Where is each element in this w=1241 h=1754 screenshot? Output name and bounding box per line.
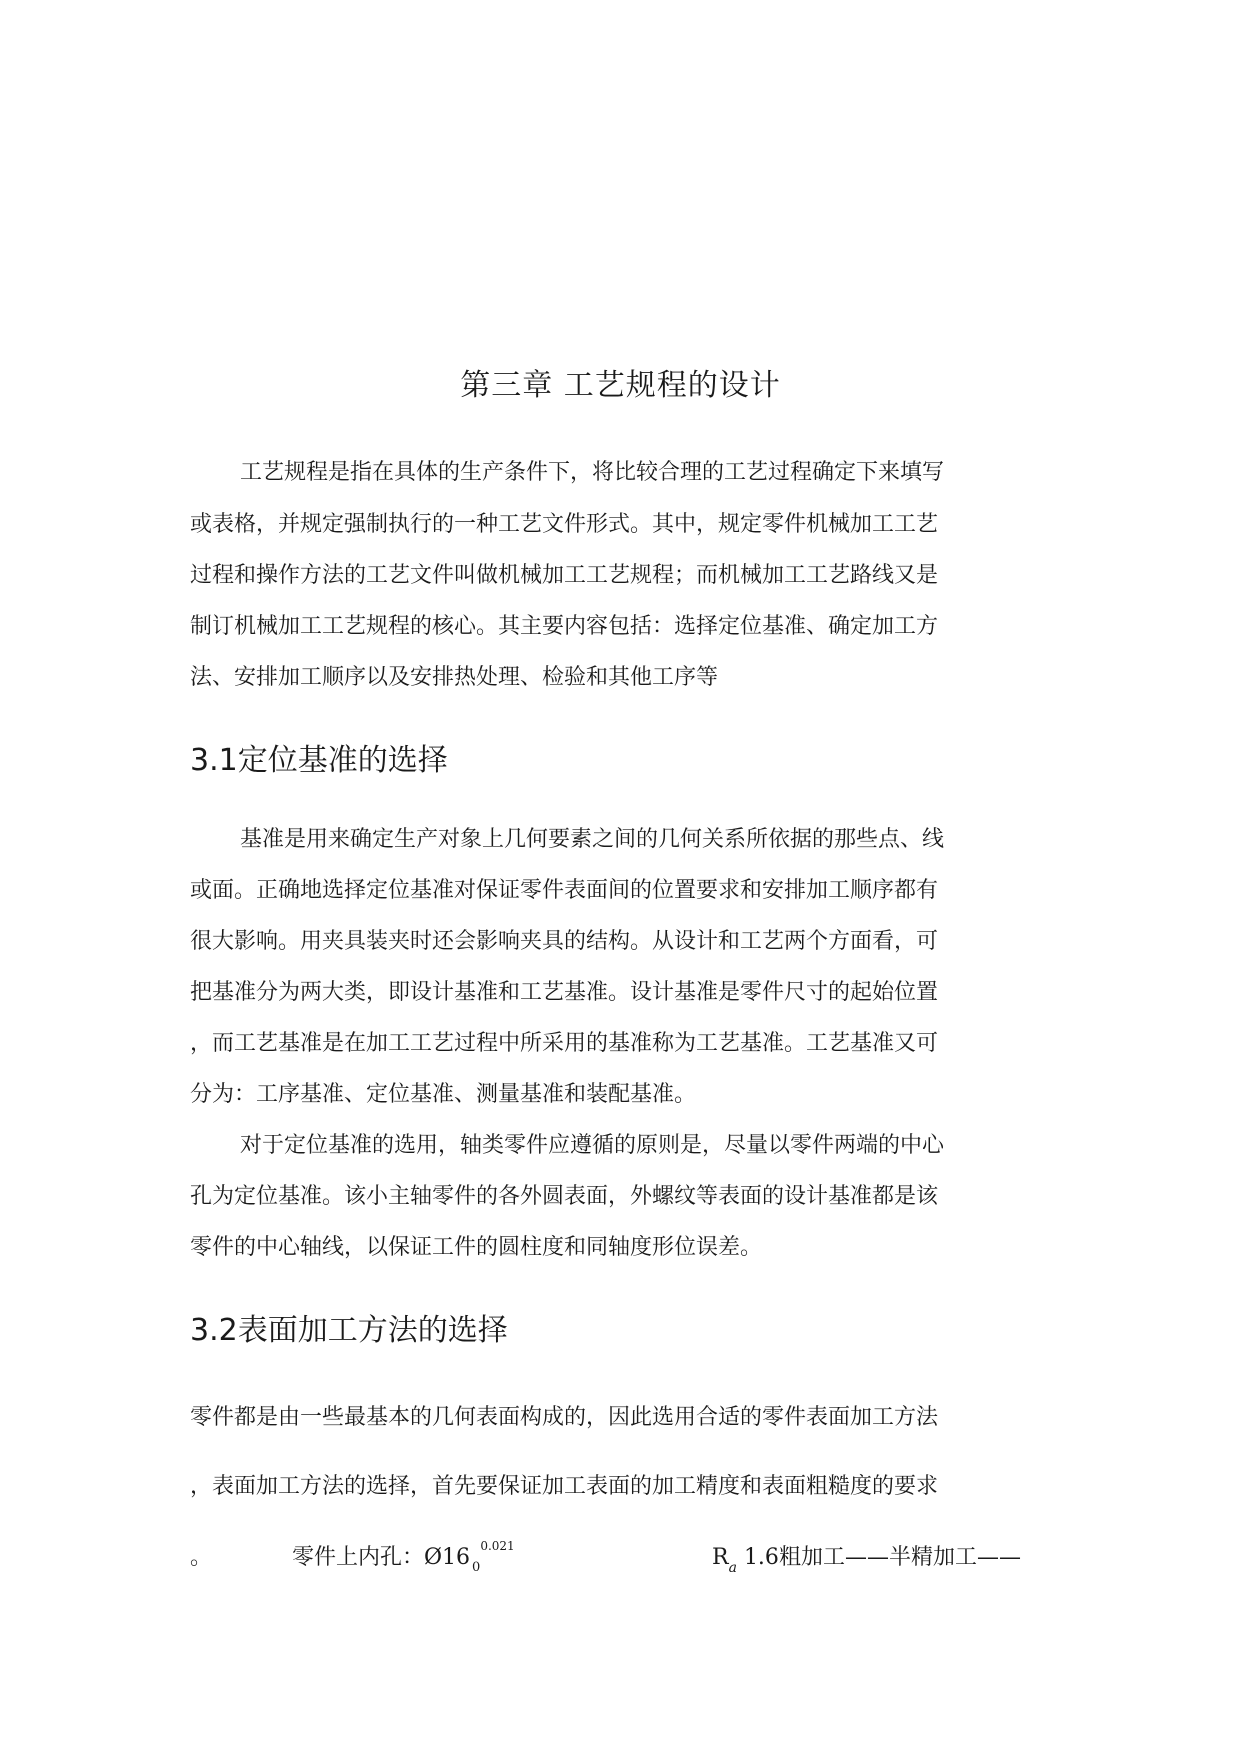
section-2-para-line: ，表面加工方法的选择，首先要保证加工表面的加工精度和表面粗糙度的要求 xyxy=(190,1474,939,1499)
section-2-para-line: 零件都是由一些最基本的几何表面构成的，因此选用合适的零件表面加工方法 xyxy=(190,1405,939,1430)
intro-line: 或表格，并规定强制执行的一种工艺文件形式。其中，规定零件机械加工工艺 xyxy=(190,512,939,537)
ra-symbol: R xyxy=(712,1545,729,1570)
section-1-para1-line: 很大影响。用夹具装夹时还会影响夹具的结构。从设计和工艺两个方面看，可 xyxy=(190,929,939,954)
intro-line: 工艺规程是指在具体的生产条件下，将比较合理的工艺过程确定下来填写 xyxy=(240,460,945,485)
section-1-para1-line: 分为：工序基准、定位基准、测量基准和装配基准。 xyxy=(190,1082,697,1107)
section-1-para1-line: 或面。正确地选择定位基准对保证零件表面间的位置要求和安排加工顺序都有 xyxy=(190,878,939,903)
hole-label: 零件上内孔：Ø16 xyxy=(292,1545,471,1570)
tolerance-lower: 0 xyxy=(472,1560,481,1575)
intro-line: 制订机械加工工艺规程的核心。其主要内容包括：选择定位基准、确定加工方 xyxy=(190,614,939,639)
process-chain: 粗加工——半精加工—— xyxy=(778,1545,1021,1570)
ra-subscript: a xyxy=(728,1560,737,1576)
section-heading-3-2: 3.2表面加工方法的选择 xyxy=(190,1313,508,1348)
section-1-para1-line: 基准是用来确定生产对象上几何要素之间的几何关系所依据的那些点、线 xyxy=(240,827,945,852)
section-1-para1-line: 把基准分为两大类，即设计基准和工艺基准。设计基准是零件尺寸的起始位置 xyxy=(190,980,939,1005)
chapter-title: 第三章 工艺规程的设计 xyxy=(460,368,781,403)
inner-hole-spec xyxy=(292,1539,515,1575)
roughness-spec xyxy=(712,1540,1021,1576)
ra-value: 1.6 xyxy=(743,1545,779,1570)
section-1-para1-line: ，而工艺基准是在加工工艺过程中所采用的基准称为工艺基准。工艺基准又可 xyxy=(190,1031,939,1056)
section-1-para2-line: 孔为定位基准。该小主轴零件的各外圆表面，外螺纹等表面的设计基准都是该 xyxy=(190,1184,939,1209)
section-1-para2-line: 零件的中心轴线，以保证工件的圆柱度和同轴度形位误差。 xyxy=(190,1235,763,1260)
intro-line: 过程和操作方法的工艺文件叫做机械加工工艺规程；而机械加工工艺路线又是 xyxy=(190,563,939,588)
tolerance-upper: 0.021 xyxy=(480,1539,515,1553)
period-mark: 。 xyxy=(190,1545,213,1570)
section-heading-3-1: 3.1定位基准的选择 xyxy=(190,743,448,778)
intro-line: 法、安排加工顺序以及安排热处理、检验和其他工序等 xyxy=(190,665,719,690)
section-1-para2-line: 对于定位基准的选用，轴类零件应遵循的原则是，尽量以零件两端的中心 xyxy=(240,1133,945,1158)
